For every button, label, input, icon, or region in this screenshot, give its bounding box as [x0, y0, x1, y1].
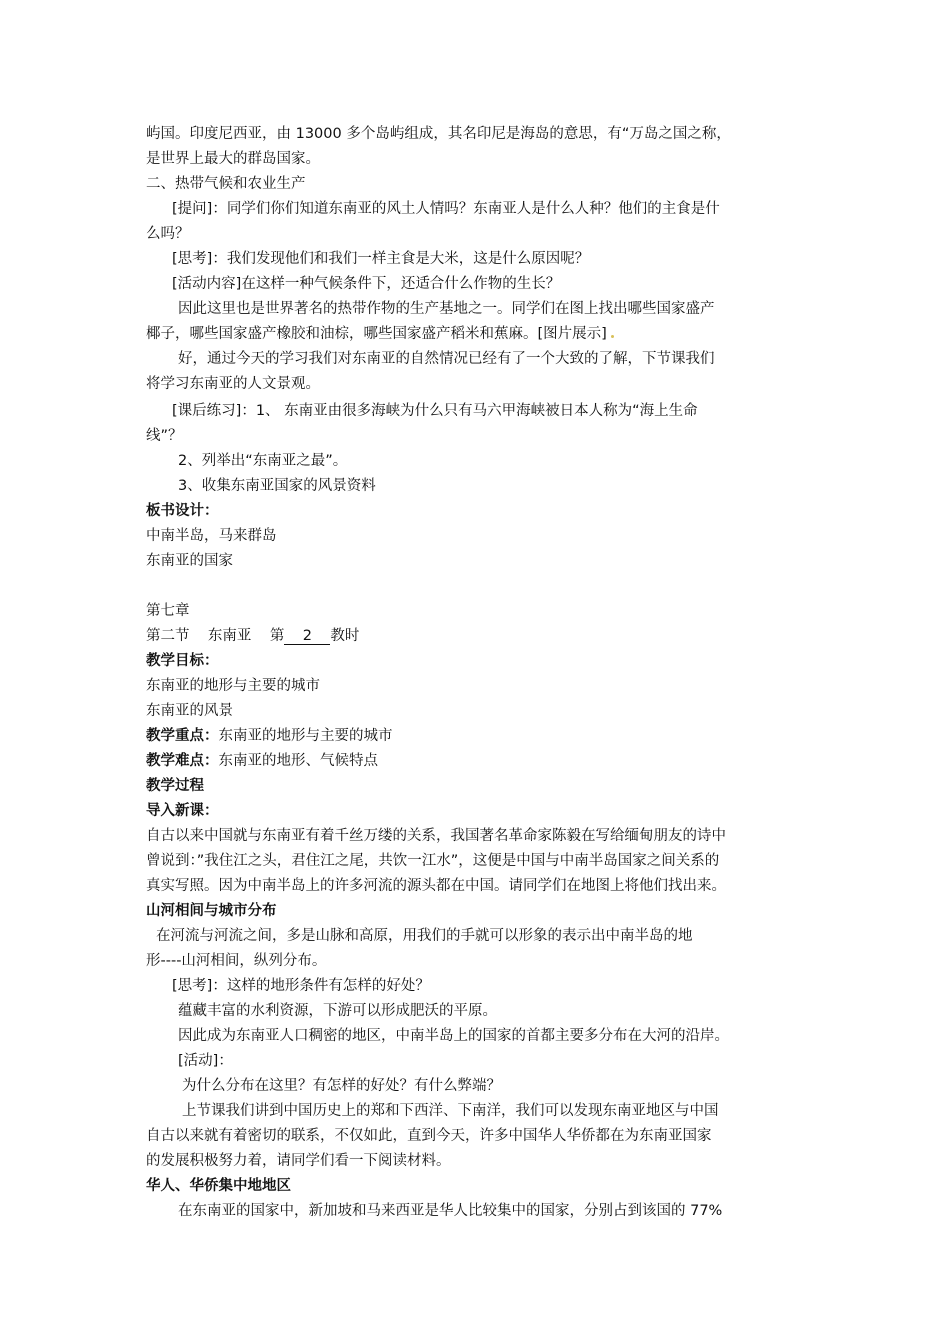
text-line: [思考]：我们发现他们和我们一样主食是大米，这是什么原因呢？	[172, 251, 590, 267]
text-line: 屿国。印度尼西亚，由 13000 多个岛屿组成，其名印尼是海岛的意思，有“万岛之国之称，	[146, 126, 731, 142]
text-line: [活动]：	[178, 1053, 233, 1069]
text-line: 的发展积极努力着，请同学们看一下阅读材料。	[146, 1153, 451, 1169]
teaching-goals-heading: 教学目标：	[146, 653, 219, 669]
text-line: 蕴藏丰富的水利资源，下游可以形成肥沃的平原。	[178, 1003, 497, 1019]
lesson-suffix: 教时	[330, 628, 360, 644]
text-line: [提问]：同学们你们知道东南亚的风土人情吗？东南亚人是什么人种？他们的主食是什	[172, 201, 720, 217]
key-points-label: 教学重点：	[146, 728, 219, 744]
mark-dot	[611, 335, 614, 338]
key-points-text: 东南亚的地形与主要的城市	[218, 728, 393, 744]
text-line: 因此这里也是世界著名的热带作物的生产基地之一。同学们在图上找出哪些国家盛产	[178, 301, 715, 317]
key-points-line	[146, 726, 393, 746]
text-line: [思考]：这样的地形条件有怎样的好处？	[172, 978, 430, 994]
text-line: 在东南亚的国家中，新加坡和马来西亚是华人比较集中的国家，分别占到该国的 77%	[178, 1203, 723, 1219]
difficulties-text: 东南亚的地形、气候特点	[218, 753, 378, 769]
section-heading: 山河相间与城市分布	[146, 903, 277, 919]
text-line: 将学习东南亚的人文景观。	[146, 376, 320, 392]
text-line: 为什么分布在这里？有怎样的好处？有什么弊端？	[182, 1078, 501, 1094]
text-line: 上节课我们讲到中国历史上的郑和下西洋、下南洋，我们可以发现东南亚地区与中国	[182, 1103, 719, 1119]
text-line: 自古以来中国就与东南亚有着千丝万缕的关系，我国著名革命家陈毅在写给缅甸朋友的诗中	[146, 828, 726, 844]
text-line: 么吗？	[146, 226, 190, 242]
line-text: 椰子，哪些国家盛产橡胶和油棕，哪些国家盛产稻米和蕉麻。[图片展示]	[146, 326, 607, 342]
text-line: 自古以来就有着密切的联系，不仅如此，直到今天，许多中国华人华侨都在为东南亚国家	[146, 1128, 712, 1144]
text-line: 3、收集东南亚国家的风景资料	[178, 478, 376, 494]
lesson-number: 2	[284, 628, 330, 645]
text-line: 好，通过今天的学习我们对东南亚的自然情况已经有了一个大致的了解，下节课我们	[178, 351, 715, 367]
text-line: 2、列举出“东南亚之最”。	[178, 453, 348, 469]
text-line: 东南亚的风景	[146, 703, 233, 719]
chapter-title: 第七章	[146, 603, 190, 619]
lesson-prefix: 第二节 东南亚 第	[146, 628, 285, 644]
text-line: 东南亚的地形与主要的城市	[146, 678, 320, 694]
text-line: 曾说到：”我住江之头，君住江之尾，共饮一江水”，这便是中国与中南半岛国家之间关系的	[146, 853, 720, 869]
text-line: 在河流与河流之间，多是山脉和高原，用我们的手就可以形象的表示出中南半岛的地	[156, 928, 693, 944]
board-design-heading: 板书设计：	[146, 503, 219, 519]
text-line: 形----山河相间，纵列分布。	[146, 953, 327, 969]
difficulties-line	[146, 751, 378, 771]
teaching-process-heading: 教学过程	[146, 778, 204, 794]
section-heading: 华人、华侨集中地地区	[146, 1178, 291, 1194]
difficulties-label: 教学难点：	[146, 753, 219, 769]
lesson-line	[146, 626, 359, 646]
text-line: [活动内容]在这样一种气候条件下，还适合什么作物的生长？	[172, 276, 561, 292]
text-line	[146, 324, 614, 344]
text-line: 因此成为东南亚人口稠密的地区，中南半岛上的国家的首都主要多分布在大河的沿岸。	[178, 1028, 729, 1044]
text-line: 中南半岛，马来群岛	[146, 528, 277, 544]
text-line: [课后练习]：1、 东南亚由很多海峡为什么只有马六甲海峡被日本人称为“海上生命	[172, 403, 698, 419]
text-line: 东南亚的国家	[146, 553, 233, 569]
text-line: 线”？	[146, 428, 183, 444]
intro-heading: 导入新课：	[146, 803, 219, 819]
text-line: 是世界上最大的群岛国家。	[146, 151, 320, 167]
text-line: 真实写照。因为中南半岛上的许多河流的源头都在中国。请同学们在地图上将他们找出来。	[146, 878, 726, 894]
section-heading: 二、热带气候和农业生产	[146, 176, 306, 192]
